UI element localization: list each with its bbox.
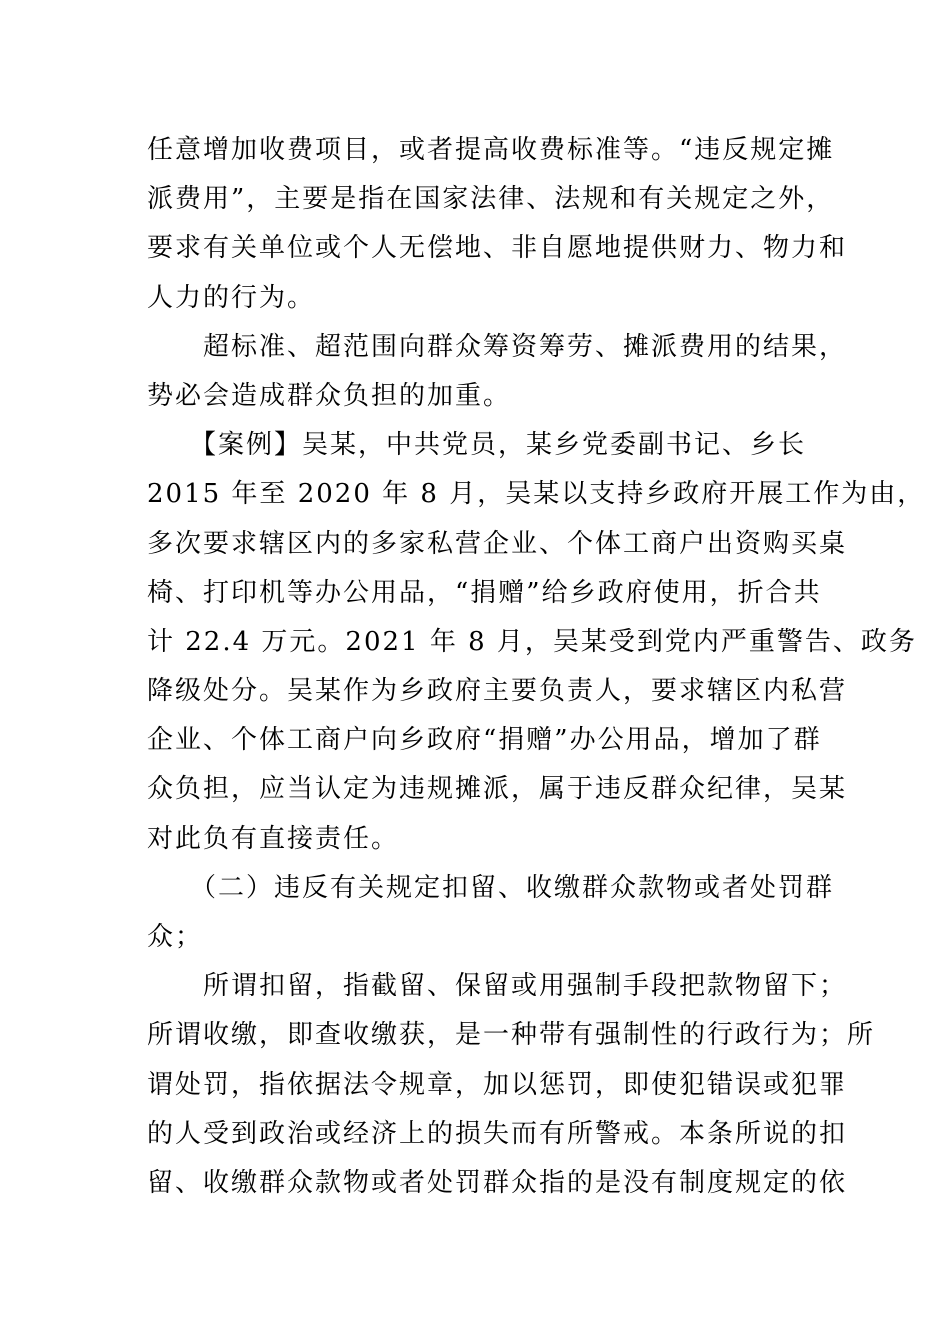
text-line: 留、收缴群众款物或者处罚群众指的是没有制度规定的依 — [147, 1167, 848, 1198]
text-line: 众； — [147, 922, 204, 952]
text-line: 企业、个体工商户向乡政府“捐赠”办公用品，增加了群 — [147, 725, 822, 756]
text-line: 降级处分。吴某作为乡政府主要负责人，要求辖区内私营 — [147, 676, 848, 707]
paragraph-line: 所谓扣留，指截留、保留或用强制手段把款物留下； — [147, 971, 848, 1002]
text-line: 谓处罚，指依据法令规章，加以惩罚，即使犯错误或犯罪 — [147, 1069, 848, 1100]
text-line: 椅、打印机等办公用品，“捐赠”给乡政府使用，折合共 — [147, 577, 822, 608]
document-body — [147, 126, 926, 1208]
section-heading-line: （二）违反有关规定扣留、收缴群众款物或者处罚群 — [147, 872, 835, 903]
paragraph-line: 超标准、超范围向群众筹资筹劳、摊派费用的结果， — [147, 331, 848, 362]
text-line: 2015 年至 2020 年 8 月，吴某以支持乡政府开展工作为由， — [147, 479, 926, 510]
text-line: 任意增加收费项目，或者提高收费标准等。“违反规定摊 — [147, 135, 835, 165]
text-line: 所谓收缴，即查收缴获，是一种带有强制性的行政行为；所 — [147, 1020, 876, 1051]
text-line: 势必会造成群众负担的加重。 — [147, 380, 512, 411]
case-heading-line: 【案例】吴某，中共党员，某乡党委副书记、乡长 — [147, 430, 807, 461]
text-line: 众负担，应当认定为违规摊派，属于违反群众纪律，吴某 — [147, 774, 848, 805]
text-line: 要求有关单位或个人无偿地、非自愿地提供财力、物力和 — [147, 233, 848, 264]
text-line: 计 22.4 万元。2021 年 8 月，吴某受到党内严重警告、政务 — [147, 626, 917, 657]
text-line: 派费用”，主要是指在国家法律、法规和有关规定之外， — [147, 184, 835, 215]
text-line: 对此负有直接责任。 — [147, 823, 400, 854]
text-line: 人力的行为。 — [147, 282, 316, 313]
text-line: 多次要求辖区内的多家私营企业、个体工商户出资购买桌 — [147, 528, 848, 559]
text-line: 的人受到政治或经济上的损失而有所警戒。本条所说的扣 — [147, 1118, 848, 1149]
